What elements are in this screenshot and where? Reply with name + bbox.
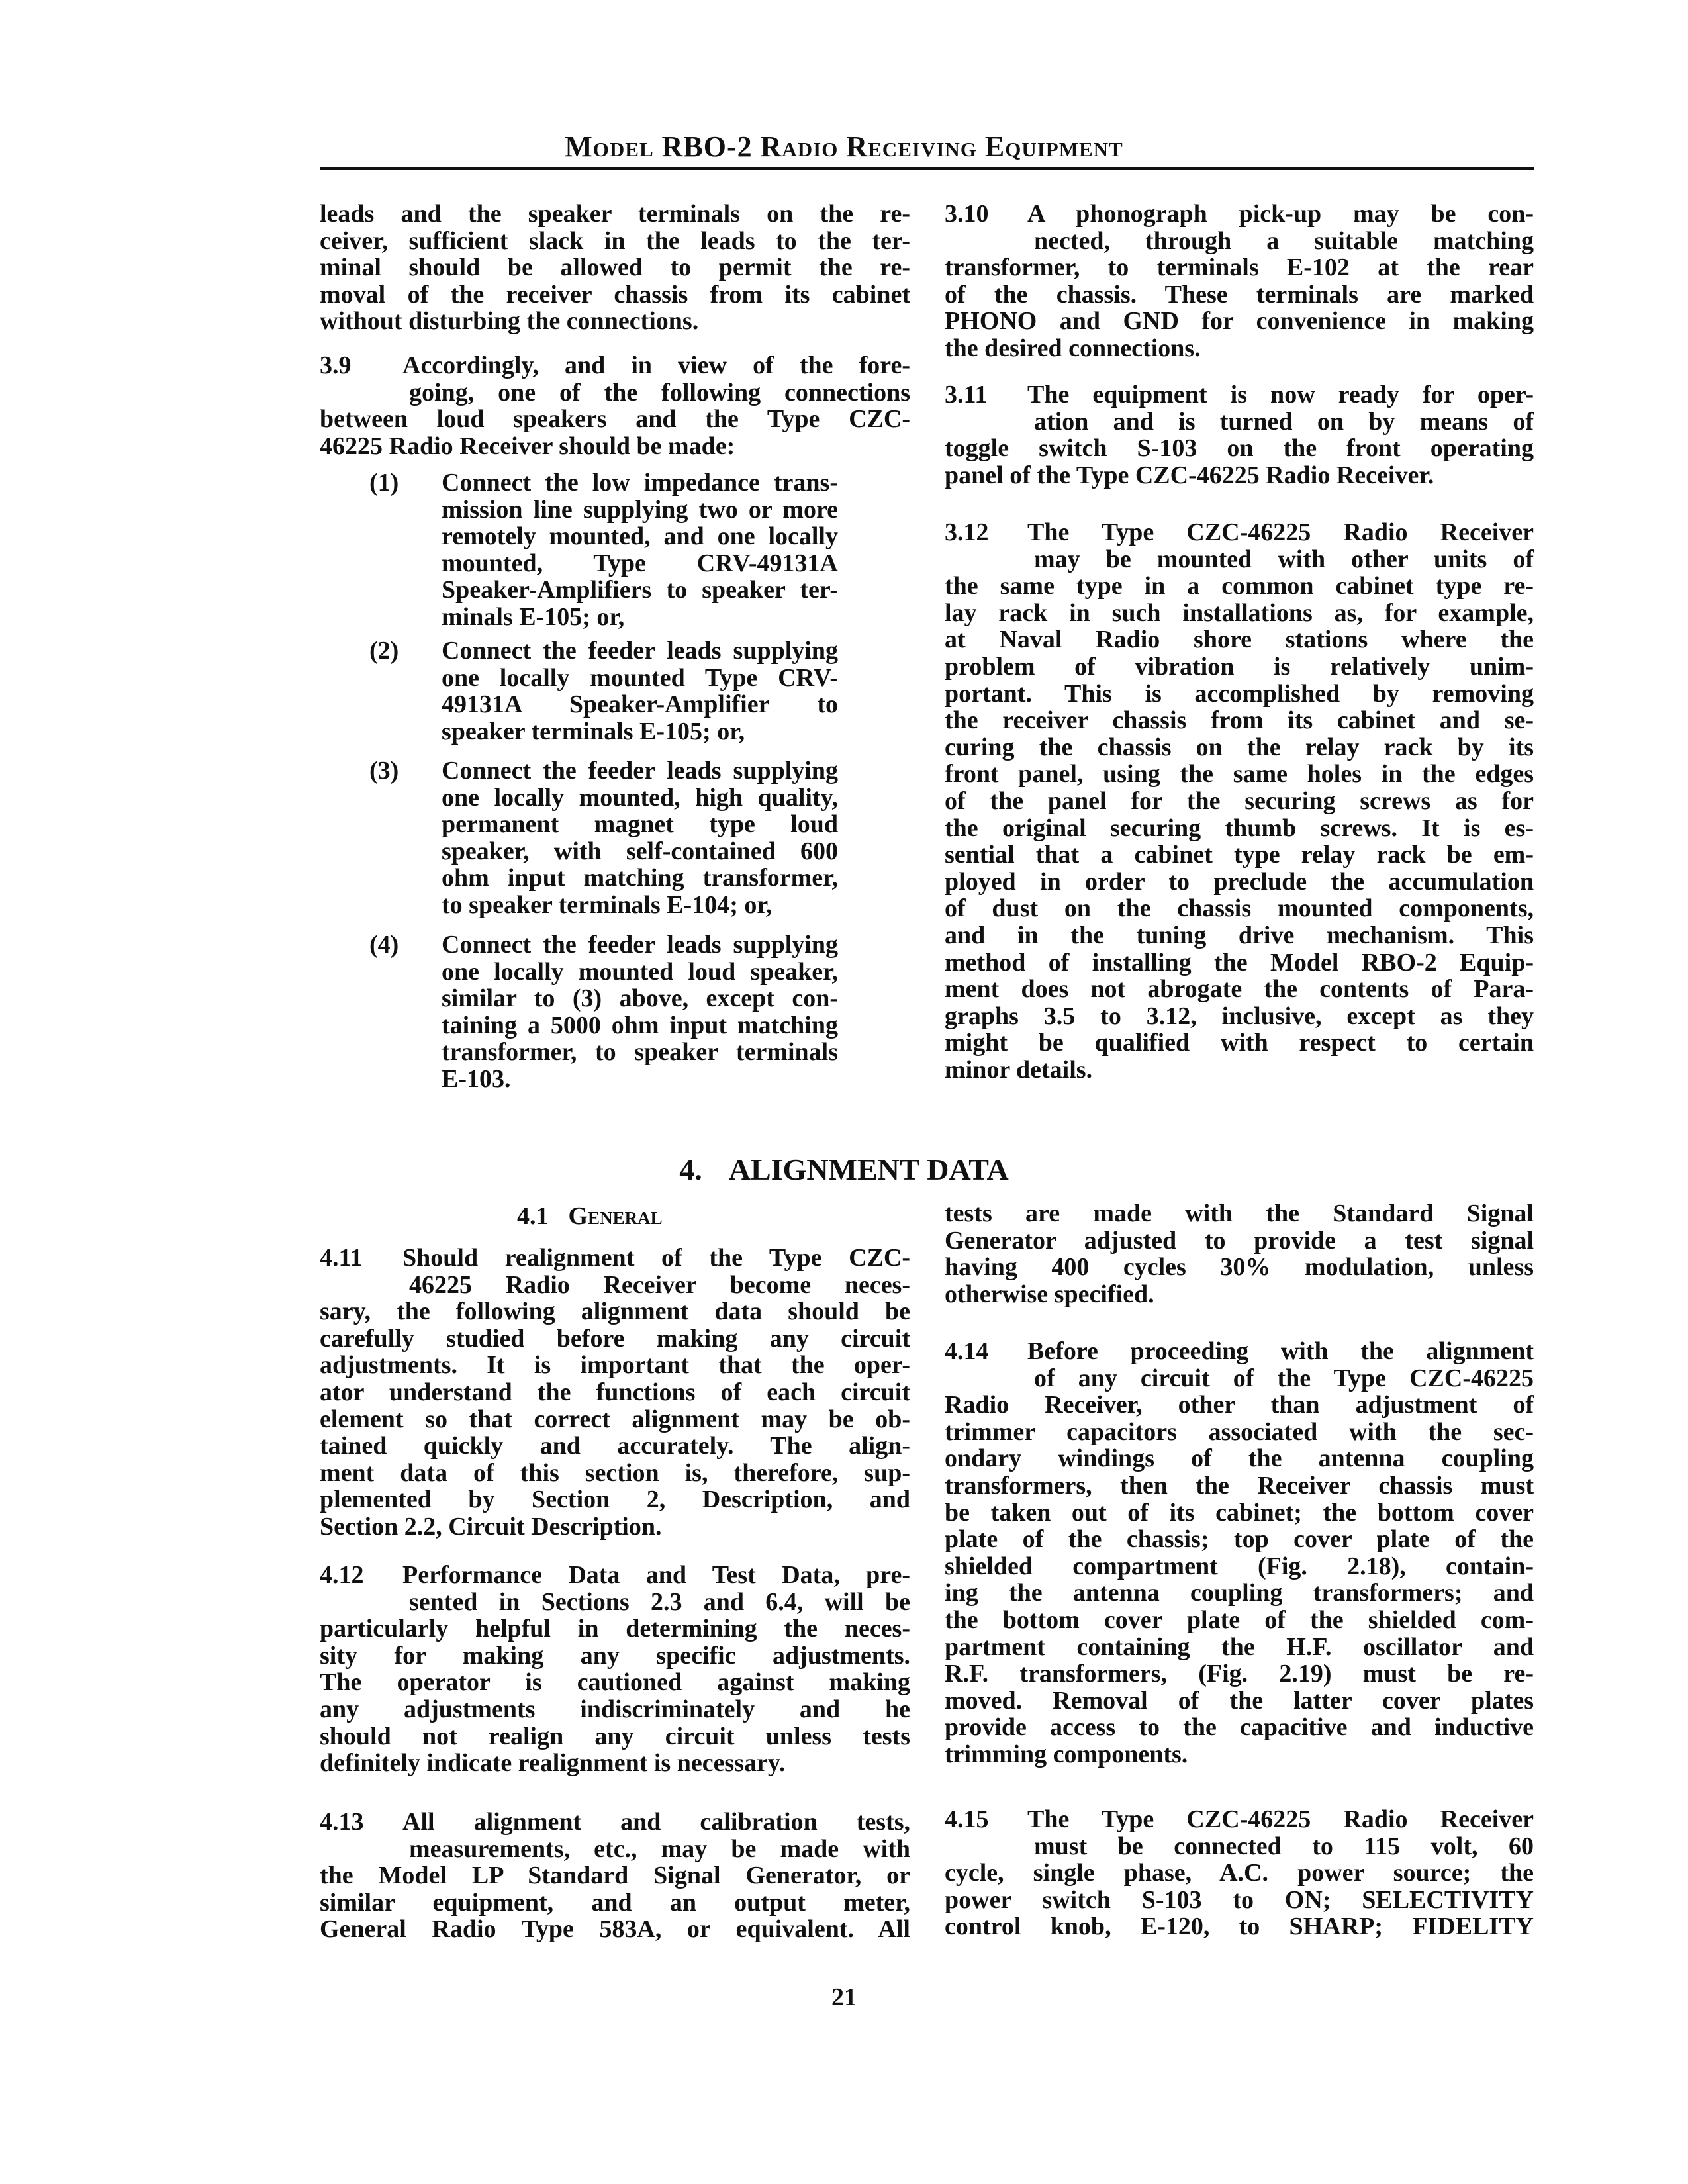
paragraph-number: 3.10 [945, 200, 989, 228]
text-line: front panel, using the same holes in the edges [945, 760, 1534, 788]
text-line: Section 2.2, Circuit Description. [320, 1512, 662, 1541]
text-line: Speaker-Amplifiers to speaker ter- [442, 576, 838, 604]
text-line: minals E-105; or, [442, 602, 625, 631]
text-line: Accordingly, and in view of the fore- [402, 352, 910, 379]
header-rule [320, 167, 1534, 170]
paragraph-number: 4.15 [945, 1805, 989, 1833]
text-line: may be mounted with other units of [1034, 545, 1534, 573]
paragraph [320, 1245, 910, 1541]
paragraph-number: 4.12 [320, 1561, 364, 1589]
text-line: plate of the chassis; top cover plate of the [945, 1525, 1534, 1554]
text-line: the bottom cover plate of the shielded com- [945, 1605, 1534, 1634]
paragraph [945, 519, 1534, 1083]
text-line: of dust on the chassis mounted components, [945, 894, 1534, 923]
text-line: permanent magnet type loud [442, 810, 838, 839]
item-number: (3) [369, 757, 399, 784]
subsection-title: General [568, 1202, 663, 1230]
text-line: A phonograph pick-up may be con- [1027, 200, 1534, 228]
text-line: plemented by Section 2, Description, and [320, 1486, 910, 1514]
text-line: ment data of this section is, therefore, sup- [320, 1458, 910, 1487]
paragraph [320, 352, 910, 459]
text-line: ment does not abrogate the contents of Para- [945, 975, 1534, 1004]
text-line: adjustments. It is important that the oper- [320, 1351, 910, 1380]
text-line: one locally mounted loud speaker, [442, 957, 838, 986]
text-line: any adjustments indiscriminately and he [320, 1695, 910, 1723]
paragraph [320, 201, 910, 335]
text-line: Before proceeding with the alignment [1027, 1337, 1534, 1365]
text-line: panel of the Type CZC-46225 Radio Receiver. [945, 461, 1434, 489]
text-line: All alignment and calibration tests, [402, 1808, 910, 1836]
running-header: Model RBO-2 Radio Receiving Equipment [565, 130, 1123, 163]
text-line: ondary windings of the antenna coupling [945, 1445, 1534, 1473]
text-line: sity for making any specific adjustments. [320, 1641, 910, 1670]
text-line: similar equipment, and an output meter, [320, 1888, 910, 1917]
text-line: E-103. [442, 1065, 511, 1093]
text-line: taining a 5000 ohm input matching [442, 1011, 838, 1039]
text-line: particularly helpful in determining the neces- [320, 1615, 910, 1643]
paragraph-number: 4.14 [945, 1337, 989, 1365]
text-line: graphs 3.5 to 3.12, inclusive, except as they [945, 1002, 1534, 1030]
text-line: cycle, single phase, A.C. power source; the [945, 1859, 1534, 1887]
paragraph-number: 3.9 [320, 352, 352, 379]
paragraph [945, 1806, 1534, 1940]
text-line: the receiver chassis from its cabinet and se- [945, 706, 1534, 735]
section-title: ALIGNMENT DATA [728, 1153, 1009, 1186]
text-line: moved. Removal of the latter cover plates [945, 1686, 1534, 1715]
text-line: of the panel for the securing screws as for [945, 786, 1534, 815]
text-line: Radio Receiver, other than adjustment of [945, 1391, 1534, 1419]
text-line: ing the antenna coupling transformers; and [945, 1579, 1534, 1607]
text-line: otherwise specified. [945, 1280, 1154, 1308]
subsection-number: 4.1 [517, 1202, 549, 1230]
text-line: measurements, etc., may be made with [409, 1834, 910, 1863]
text-line: leads and the speaker terminals on the re- [320, 200, 910, 228]
text-line: should not realign any circuit unless tests [320, 1722, 910, 1750]
paragraph-number: 4.11 [320, 1244, 363, 1272]
text-line: Performance Data and Test Data, pre- [402, 1561, 910, 1589]
text-line: sented in Sections 2.3 and 6.4, will be [409, 1588, 910, 1616]
text-line: mission line supplying two or more [442, 495, 838, 524]
list-item [369, 638, 838, 745]
text-line: ator understand the functions of each circuit [320, 1378, 910, 1406]
text-line: be taken out of its cabinet; the bottom cover [945, 1498, 1534, 1527]
text-line: transformer, to speaker terminals [442, 1038, 838, 1067]
text-line: portant. This is accomplished by removing [945, 679, 1534, 708]
text-line: ohm input matching transformer, [442, 864, 838, 892]
text-line: Generator adjusted to provide a test signal [945, 1226, 1534, 1255]
text-line: trimming components. [945, 1740, 1188, 1768]
text-line: The equipment is now ready for oper- [1027, 381, 1534, 408]
paragraph [945, 381, 1534, 489]
text-line: one locally mounted, high quality, [442, 783, 838, 812]
list-item [369, 469, 838, 631]
paragraph-number: 4.13 [320, 1808, 364, 1836]
text-line: of any circuit of the Type CZC-46225 [1034, 1364, 1534, 1392]
text-line: PHONO and GND for convenience in making [945, 307, 1534, 336]
text-line: Should realignment of the Type CZC- [402, 1244, 910, 1272]
text-line: power switch S-103 to ON; SELECTIVITY [945, 1885, 1534, 1914]
text-line: similar to (3) above, except con- [442, 984, 838, 1013]
text-line: going, one of the following connections [409, 378, 910, 406]
text-line: the desired connections. [945, 334, 1201, 362]
text-line: must be connected to 115 volt, 60 [1034, 1832, 1534, 1860]
text-line: The Type CZC-46225 Radio Receiver [1027, 518, 1534, 546]
text-line: partment containing the H.F. oscillator and [945, 1633, 1534, 1661]
section-number: 4. [679, 1153, 702, 1186]
text-line: and in the tuning drive mechanism. This [945, 921, 1534, 949]
text-line: General Radio Type 583A, or equivalent. All [320, 1915, 910, 1944]
text-line: curing the chassis on the relay rack by its [945, 733, 1534, 761]
text-line: method of installing the Model RBO-2 Equip- [945, 948, 1534, 976]
text-line: having 400 cycles 30% modulation, unless [945, 1253, 1534, 1282]
paragraph [320, 1809, 910, 1943]
text-line: tained quickly and accurately. The align- [320, 1432, 910, 1460]
text-line: definitely indicate realignment is necessary. [320, 1749, 786, 1778]
text-line: The operator is cautioned against making [320, 1668, 910, 1697]
text-line: 46225 Radio Receiver become neces- [409, 1270, 910, 1299]
text-line: element so that correct alignment may be ob- [320, 1405, 910, 1433]
text-line: trimmer capacitors associated with the sec- [945, 1417, 1534, 1446]
item-number: (1) [369, 469, 399, 497]
text-line: carefully studied before making any circuit [320, 1324, 910, 1353]
text-line: Connect the low impedance trans- [442, 469, 838, 497]
text-line: shielded compartment (Fig. 2.18), contain- [945, 1552, 1534, 1580]
section-heading [0, 1152, 1688, 1187]
paragraph-number: 3.12 [945, 518, 989, 546]
paragraph [945, 1338, 1534, 1768]
text-line: tests are made with the Standard Signal [945, 1200, 1534, 1227]
text-line: 49131A Speaker-Amplifier to [442, 690, 838, 719]
text-line: the original securing thumb screws. It is es- [945, 814, 1534, 842]
text-line: problem of vibration is relatively unim- [945, 652, 1534, 681]
text-line: minor details. [945, 1055, 1093, 1084]
text-line: remotely mounted, and one locally [442, 522, 838, 551]
text-line: one locally mounted Type CRV- [442, 663, 838, 692]
text-line: nected, through a suitable matching [1034, 226, 1534, 255]
paragraph-number: 3.11 [945, 381, 988, 408]
text-line: ployed in order to preclude the accumulation [945, 867, 1534, 896]
paragraph [320, 1562, 910, 1777]
text-line: to speaker terminals E-104; or, [442, 890, 773, 919]
text-line: at Naval Radio shore stations where the [945, 626, 1534, 654]
text-line: speaker terminals E-105; or, [442, 717, 745, 745]
text-line: between loud speakers and the Type CZC- [320, 405, 910, 434]
text-line: control knob, E-120, to SHARP; FIDELITY [945, 1913, 1534, 1941]
list-item [369, 757, 838, 919]
text-line: mounted, Type CRV-49131A [442, 549, 838, 577]
text-line: provide access to the capacitive and inductive [945, 1713, 1534, 1742]
text-line: of the chassis. These terminals are marked [945, 280, 1534, 309]
text-line: 46225 Radio Receiver should be made: [320, 432, 735, 460]
text-line: Connect the feeder leads supplying [442, 637, 838, 665]
text-line: transformer, to terminals E-102 at the rear [945, 254, 1534, 282]
text-line: moval of the receiver chassis from its cabinet [320, 280, 910, 309]
text-line: R.F. transformers, (Fig. 2.19) must be re- [945, 1660, 1534, 1688]
text-line: sary, the following alignment data should be [320, 1298, 910, 1326]
item-number: (4) [369, 931, 399, 959]
page-number: 21 [831, 1983, 857, 2011]
item-number: (2) [369, 637, 399, 665]
text-line: speaker, with self-contained 600 [442, 837, 838, 865]
text-line: minal should be allowed to permit the re- [320, 254, 910, 282]
text-line: Connect the feeder leads supplying [442, 931, 838, 959]
text-line: lay rack in such installations as, for example, [945, 598, 1534, 627]
text-line: might be qualified with respect to certain [945, 1029, 1534, 1057]
subsection-heading [517, 1202, 663, 1231]
text-line: the Model LP Standard Signal Generator, or [320, 1862, 910, 1890]
paragraph [945, 201, 1534, 362]
text-line: transformers, then the Receiver chassis must [945, 1471, 1534, 1499]
text-line: sential that a cabinet type relay rack be em- [945, 841, 1534, 869]
text-line: The Type CZC-46225 Radio Receiver [1027, 1805, 1534, 1833]
paragraph [945, 1200, 1534, 1307]
text-line: Connect the feeder leads supplying [442, 757, 838, 784]
list-item [369, 931, 838, 1093]
text-line: ation and is turned on by means of [1034, 407, 1534, 436]
text-line: toggle switch S-103 on the front operating [945, 434, 1534, 463]
text-line: without disturbing the connections. [320, 307, 699, 336]
text-line: the same type in a common cabinet type re- [945, 572, 1534, 600]
text-line: ceiver, sufficient slack in the leads to the ter- [320, 226, 910, 255]
